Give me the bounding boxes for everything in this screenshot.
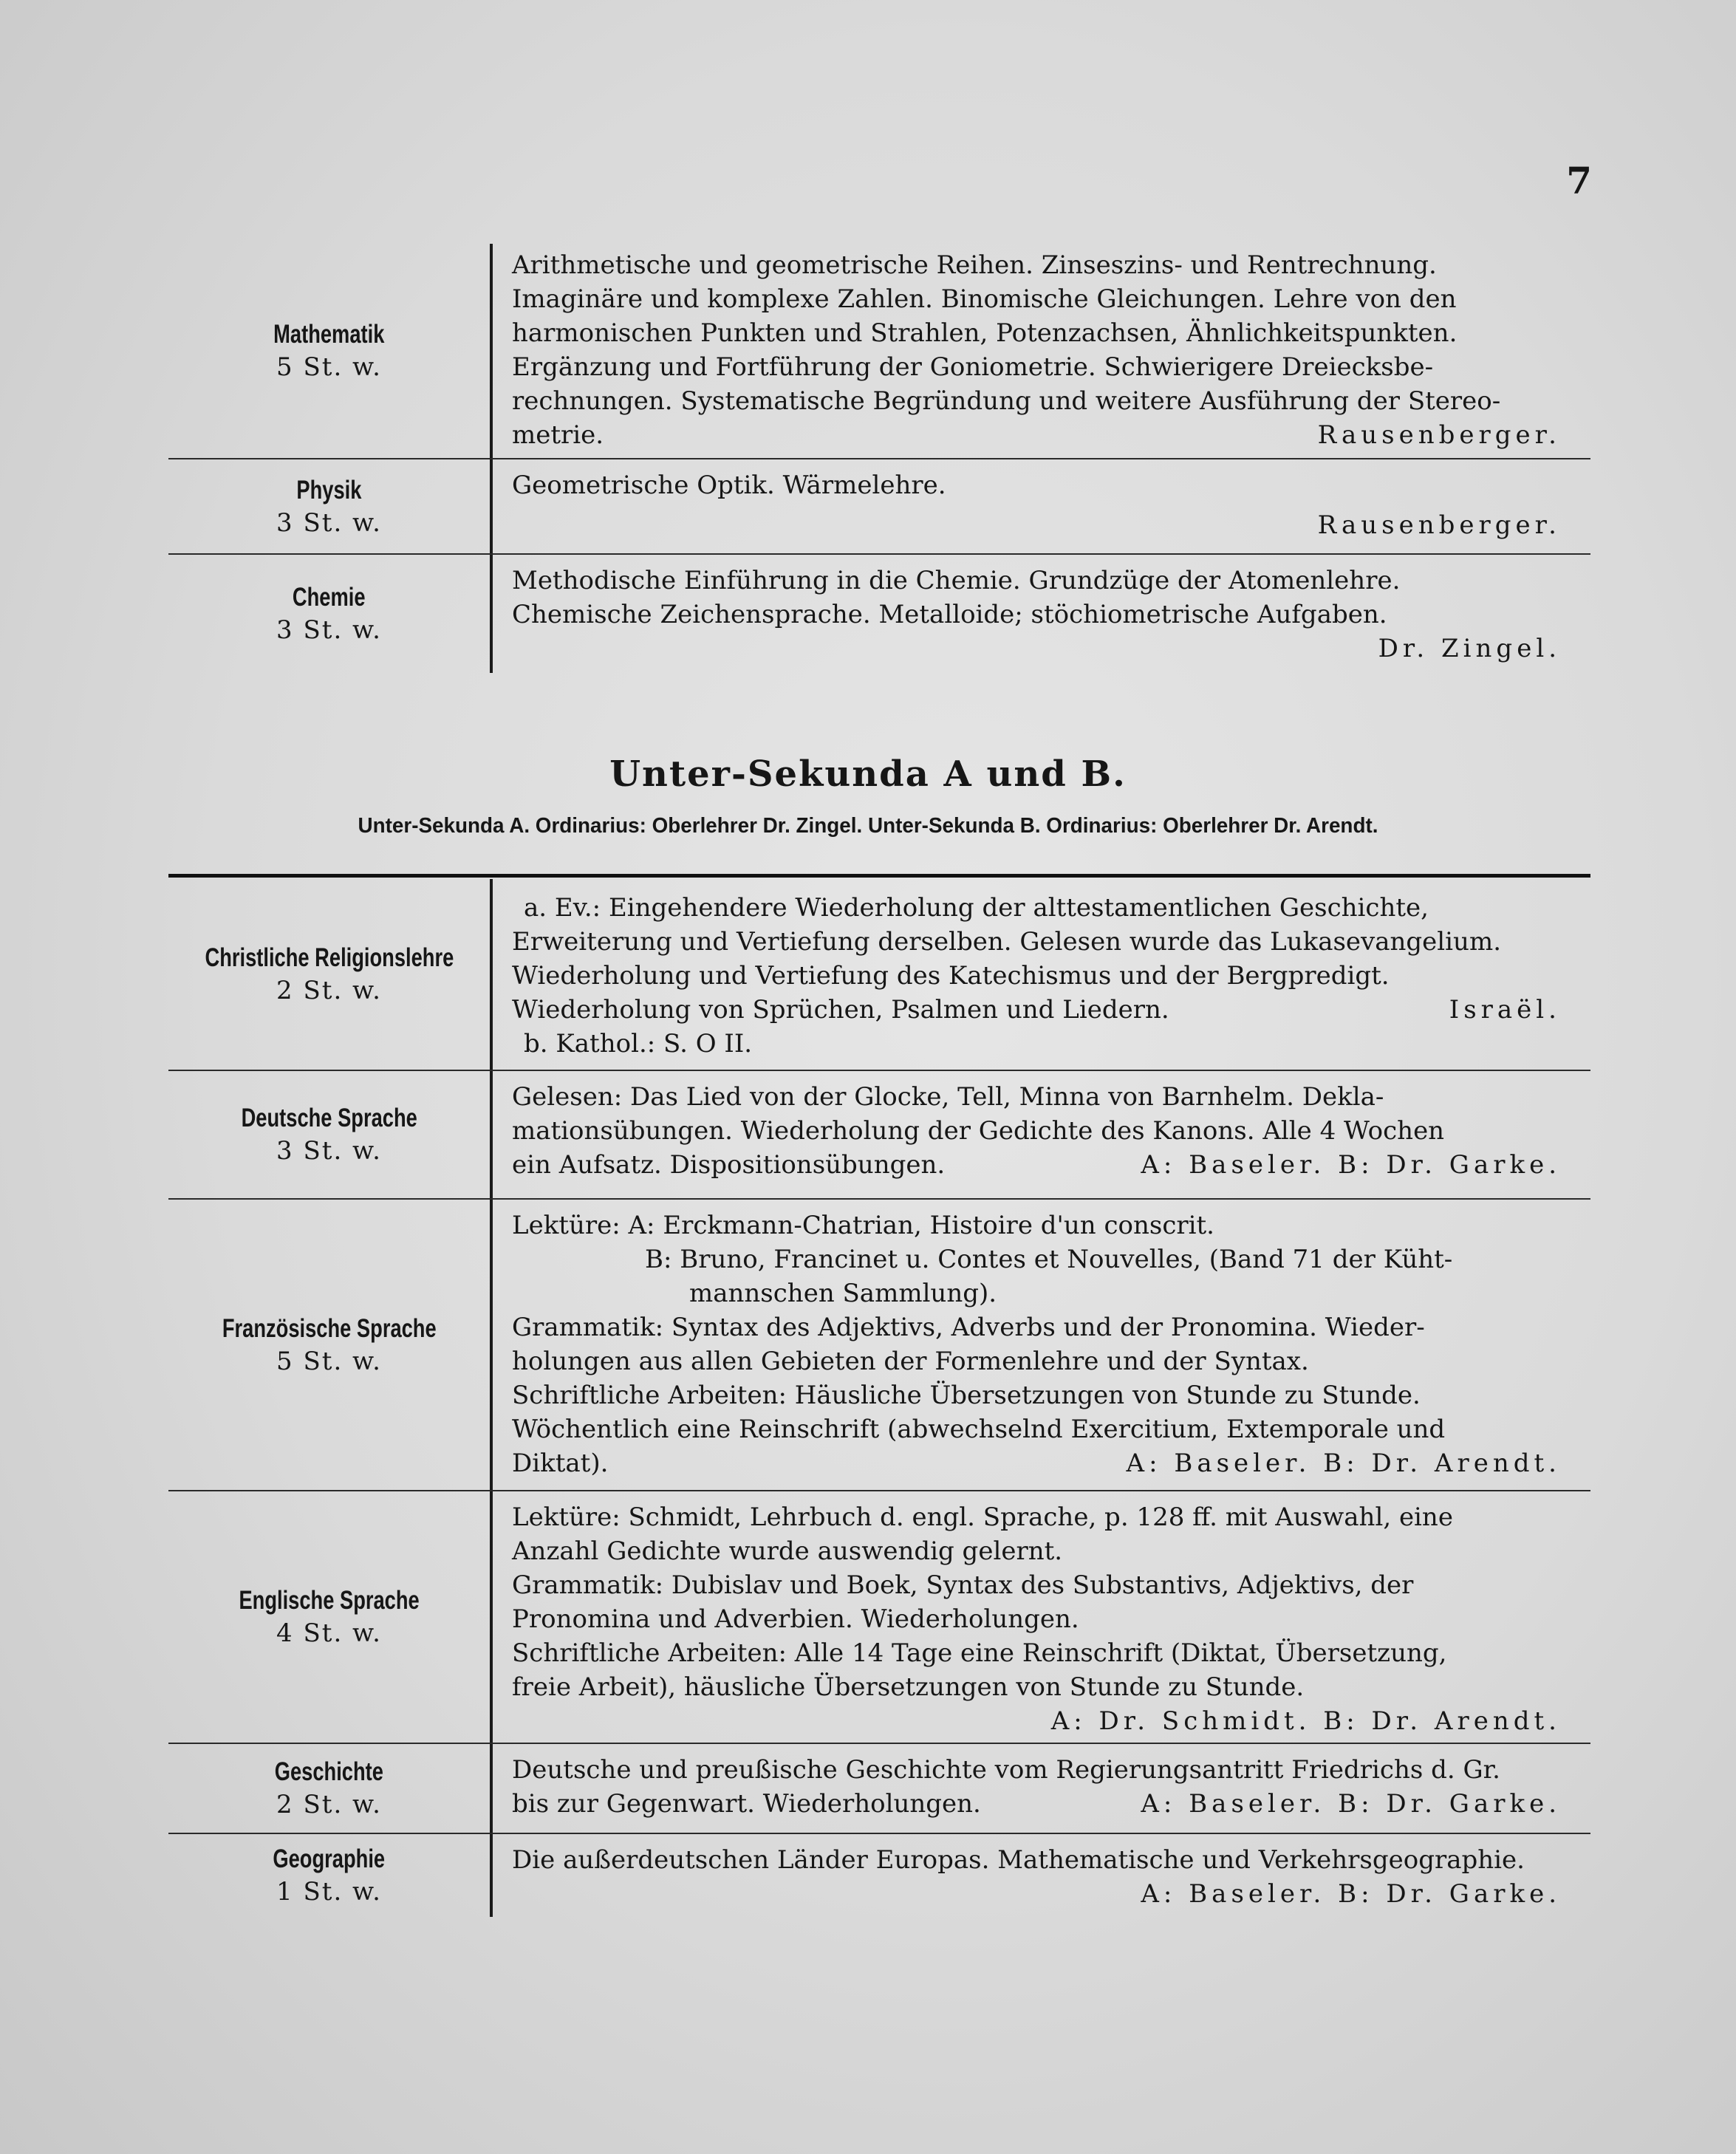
subject-cell bbox=[168, 1744, 493, 1833]
teacher-name: Dr. Zingel. bbox=[1378, 634, 1561, 663]
subject-hours: 5 St. w. bbox=[276, 352, 382, 382]
subject-cell bbox=[168, 1491, 493, 1743]
row-physik bbox=[168, 459, 1590, 555]
subject-name: Englische Sprache bbox=[239, 1586, 420, 1615]
row-franzoesisch bbox=[168, 1200, 1590, 1491]
content-line: B: Bruno, Francinet u. Contes et Nouvelles, (Band 71 der Küht- bbox=[645, 1245, 1453, 1274]
content-line: b. Kathol.: S. O II. bbox=[524, 1029, 753, 1059]
upper-curriculum-table bbox=[168, 244, 1590, 673]
subject-hours: 4 St. w. bbox=[276, 1618, 382, 1648]
content-line: Wiederholung und Vertiefung des Katechismus und der Bergpredigt. bbox=[512, 961, 1390, 991]
content-line: Schriftliche Arbeiten: Alle 14 Tage eine Reinschrift (Diktat, Übersetzung, bbox=[512, 1638, 1447, 1668]
content-cell bbox=[493, 879, 1590, 1070]
subject-name: Französische Sprache bbox=[222, 1313, 437, 1343]
content-cell bbox=[493, 1071, 1590, 1198]
teacher-name: A: Baseler. B: Dr. Garke. bbox=[1141, 1789, 1561, 1819]
content-cell bbox=[493, 1834, 1590, 1917]
subject-cell bbox=[168, 1834, 493, 1917]
content-cell bbox=[493, 244, 1590, 458]
content-cell bbox=[493, 1491, 1590, 1743]
subject-name: Mathematik bbox=[273, 320, 385, 349]
content-line: freie Arbeit), häusliche Übersetzungen von Stunde zu Stunde. bbox=[512, 1672, 1305, 1702]
content-line: Wiederholung von Sprüchen, Psalmen und Liedern. bbox=[512, 995, 1169, 1025]
section-subtitle: Unter-Sekunda A. Ordinarius: Oberlehrer Dr. Zingel. Unter-Sekunda B. Ordinarius: Oberlehrer Dr. Arendt. bbox=[358, 814, 1378, 838]
subject-hours: 2 St. w. bbox=[276, 976, 382, 1005]
content-line: mannschen Sammlung). bbox=[689, 1279, 997, 1308]
content-line: harmonischen Punkten und Strahlen, Potenzachsen, Ähnlichkeitspunkten. bbox=[512, 318, 1458, 348]
content-line: Lektüre: Schmidt, Lehrbuch d. engl. Sprache, p. 128 ff. mit Auswahl, eine bbox=[512, 1502, 1453, 1532]
heading-rule bbox=[168, 874, 1590, 878]
content-line: mationsübungen. Wiederholung der Gedichte des Kanons. Alle 4 Wochen bbox=[512, 1116, 1445, 1146]
row-religion bbox=[168, 879, 1590, 1071]
content-cell bbox=[493, 555, 1590, 673]
content-cell bbox=[493, 459, 1590, 553]
subject-cell bbox=[168, 1071, 493, 1198]
content-line: rechnungen. Systematische Begründung und weitere Ausführung der Stereo- bbox=[512, 386, 1501, 416]
subject-cell bbox=[168, 1200, 493, 1490]
content-line: Ergänzung und Fortführung der Goniometrie. Schwierigere Dreiecksbe- bbox=[512, 352, 1434, 382]
lower-curriculum-table bbox=[168, 879, 1590, 1917]
content-line: Grammatik: Syntax des Adjektivs, Adverbs und der Pronomina. Wieder- bbox=[512, 1313, 1425, 1342]
content-line: Schriftliche Arbeiten: Häusliche Übersetzungen von Stunde zu Stunde. bbox=[512, 1381, 1421, 1410]
content-line: Lektüre: A: Erckmann-Chatrian, Histoire d'un conscrit. bbox=[512, 1211, 1214, 1240]
subject-cell bbox=[168, 555, 493, 673]
subject-hours: 3 St. w. bbox=[276, 1136, 382, 1166]
subject-hours: 5 St. w. bbox=[276, 1346, 382, 1376]
teacher-name: Israël. bbox=[1449, 995, 1561, 1025]
subject-cell bbox=[168, 879, 493, 1070]
content-line: metrie. bbox=[512, 420, 604, 450]
content-line: Diktat). bbox=[512, 1449, 609, 1478]
content-line: Imaginäre und komplexe Zahlen. Binomische Gleichungen. Lehre von den bbox=[512, 284, 1457, 314]
content-cell bbox=[493, 1744, 1590, 1833]
subject-hours: 3 St. w. bbox=[276, 507, 382, 538]
row-chemie bbox=[168, 555, 1590, 673]
teacher-name: Rausenberger. bbox=[1317, 510, 1561, 540]
teacher-name: Rausenberger. bbox=[1317, 420, 1561, 450]
content-line: Methodische Einführung in die Chemie. Grundzüge der Atomenlehre. bbox=[512, 566, 1401, 595]
teacher-name: A: Baseler. B: Dr. Garke. bbox=[1141, 1150, 1561, 1180]
page-number: 7 bbox=[1566, 159, 1592, 202]
subject-name: Chemie bbox=[293, 583, 366, 612]
subject-name: Geschichte bbox=[274, 1757, 384, 1786]
row-geographie bbox=[168, 1834, 1590, 1917]
subject-name: Deutsche Sprache bbox=[241, 1104, 417, 1132]
teacher-name: A: Baseler. B: Dr. Garke. bbox=[1141, 1879, 1561, 1909]
row-mathematik bbox=[168, 244, 1590, 459]
content-line: Arithmetische und geometrische Reihen. Zinseszins- und Rentrechnung. bbox=[512, 250, 1437, 280]
subject-name: Christliche Religionslehre bbox=[205, 943, 454, 972]
content-line: holungen aus allen Gebieten der Formenlehre und der Syntax. bbox=[512, 1347, 1309, 1376]
subject-cell bbox=[168, 459, 493, 553]
subject-name: Physik bbox=[296, 475, 362, 505]
subject-hours: 3 St. w. bbox=[276, 615, 382, 645]
subject-hours: 1 St. w. bbox=[276, 1877, 382, 1907]
content-line: ein Aufsatz. Dispositionsübungen. bbox=[512, 1150, 946, 1180]
content-line: Pronomina und Adverbien. Wiederholungen. bbox=[512, 1604, 1079, 1634]
content-line: Grammatik: Dubislav und Boek, Syntax des Substantivs, Adjektivs, der bbox=[512, 1570, 1414, 1600]
row-englisch bbox=[168, 1491, 1590, 1744]
content-line: Gelesen: Das Lied von der Glocke, Tell, Minna von Barnhelm. Dekla- bbox=[512, 1082, 1384, 1112]
content-line: Anzahl Gedichte wurde auswendig gelernt. bbox=[512, 1536, 1063, 1566]
teacher-name: A: Baseler. B: Dr. Arendt. bbox=[1126, 1449, 1561, 1478]
subject-hours: 2 St. w. bbox=[276, 1790, 382, 1819]
content-line: Geometrische Optik. Wärmelehre. bbox=[512, 471, 946, 500]
row-deutsch bbox=[168, 1071, 1590, 1200]
content-cell bbox=[493, 1200, 1590, 1490]
subject-name: Geographie bbox=[273, 1844, 386, 1873]
row-geschichte bbox=[168, 1744, 1590, 1834]
content-line: Chemische Zeichensprache. Metalloide; stöchiometrische Aufgaben. bbox=[512, 600, 1387, 629]
section-title: Unter-Sekunda A und B. bbox=[609, 753, 1127, 795]
subject-cell bbox=[168, 244, 493, 458]
content-line: Wöchentlich eine Reinschrift (abwechselnd Exercitium, Extemporale und bbox=[512, 1415, 1446, 1444]
content-line: Erweiterung und Vertiefung derselben. Gelesen wurde das Lukasevangelium. bbox=[512, 927, 1501, 957]
content-line: bis zur Gegenwart. Wiederholungen. bbox=[512, 1789, 981, 1819]
content-line: Die außerdeutschen Länder Europas. Mathematische und Verkehrsgeographie. bbox=[512, 1845, 1525, 1875]
teacher-name: A: Dr. Schmidt. B: Dr. Arendt. bbox=[1050, 1706, 1561, 1736]
content-line: Deutsche und preußische Geschichte vom Regierungsantritt Friedrichs d. Gr. bbox=[512, 1755, 1500, 1785]
content-line: a. Ev.: Eingehendere Wiederholung der alttestamentlichen Geschichte, bbox=[524, 893, 1429, 923]
